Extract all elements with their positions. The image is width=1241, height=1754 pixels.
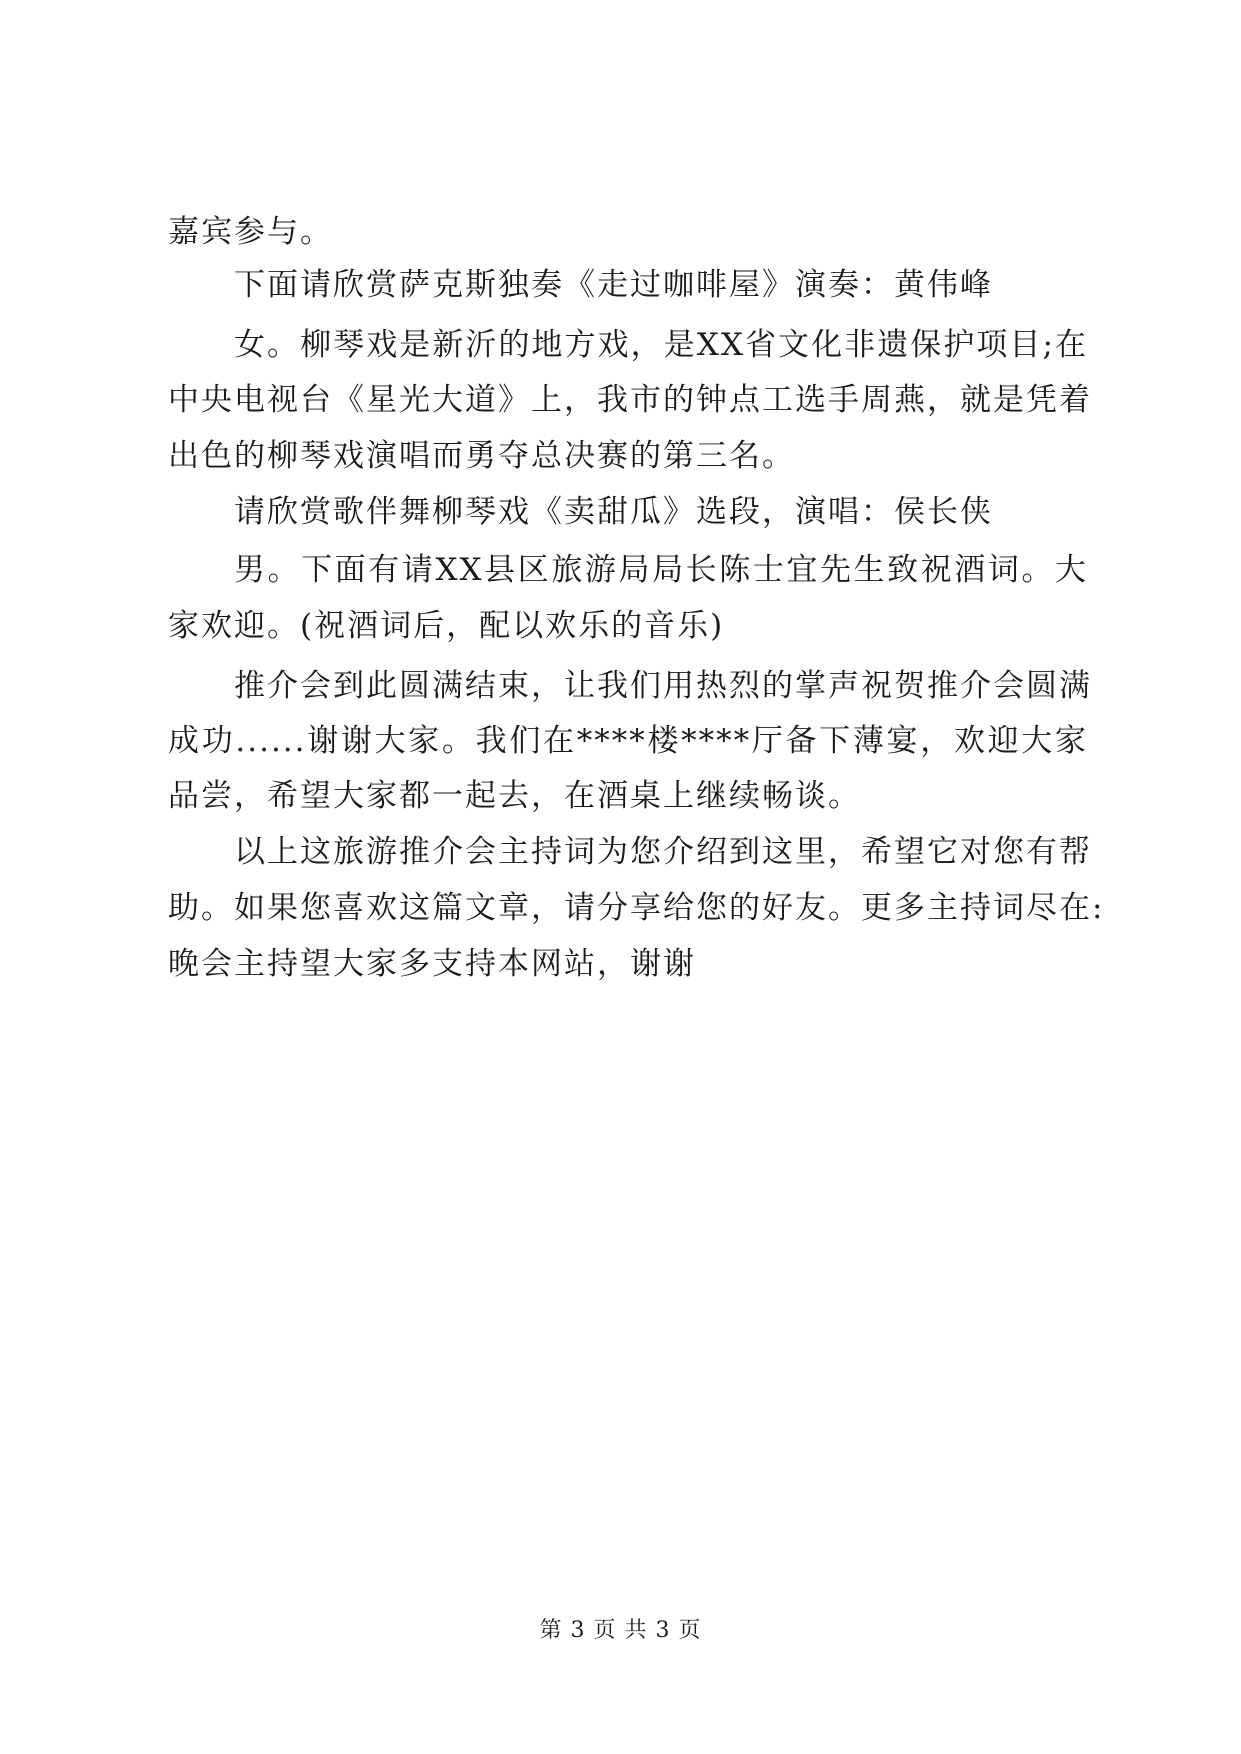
text-line: 嘉宾参与。 [168,214,333,250]
text-line: 下面请欣赏萨克斯独奏《走过咖啡屋》演奏：黄伟峰 [234,267,993,303]
page-number-footer: 第 3 页 共 3 页 [539,1618,702,1643]
text-line: 晚会主持望大家多支持本网站，谢谢 [168,946,696,982]
text-line: 请欣赏歌伴舞柳琴戏《卖甜瓜》选段，演唱：侯长侠 [234,494,993,530]
text-line: 成功......谢谢大家。我们在****楼****厅备下薄宴，欢迎大家 [168,723,1088,759]
text-line: 中央电视台《星光大道》上，我市的钟点工选手周燕，就是凭着 [168,382,1092,418]
text-line: 推介会到此圆满结束，让我们用热烈的掌声祝贺推介会圆满 [234,668,1092,704]
text-line: 出色的柳琴戏演唱而勇夺总决赛的第三名。 [168,438,795,474]
text-line: 家欢迎。(祝酒词后，配以欢乐的音乐) [168,608,725,644]
text-line: 男。下面有请XX县区旅游局局长陈士宜先生致祝酒词。大 [234,552,1088,588]
text-line: 品尝，希望大家都一起去，在酒桌上继续畅谈。 [168,778,861,814]
text-line: 以上这旅游推介会主持词为您介绍到这里，希望它对您有帮 [234,834,1092,870]
text-line: 助。如果您喜欢这篇文章，请分享给您的好友。更多主持词尽在: [168,890,1105,926]
text-line: 女。柳琴戏是新沂的地方戏，是XX省文化非遗保护项目;在 [234,327,1088,363]
